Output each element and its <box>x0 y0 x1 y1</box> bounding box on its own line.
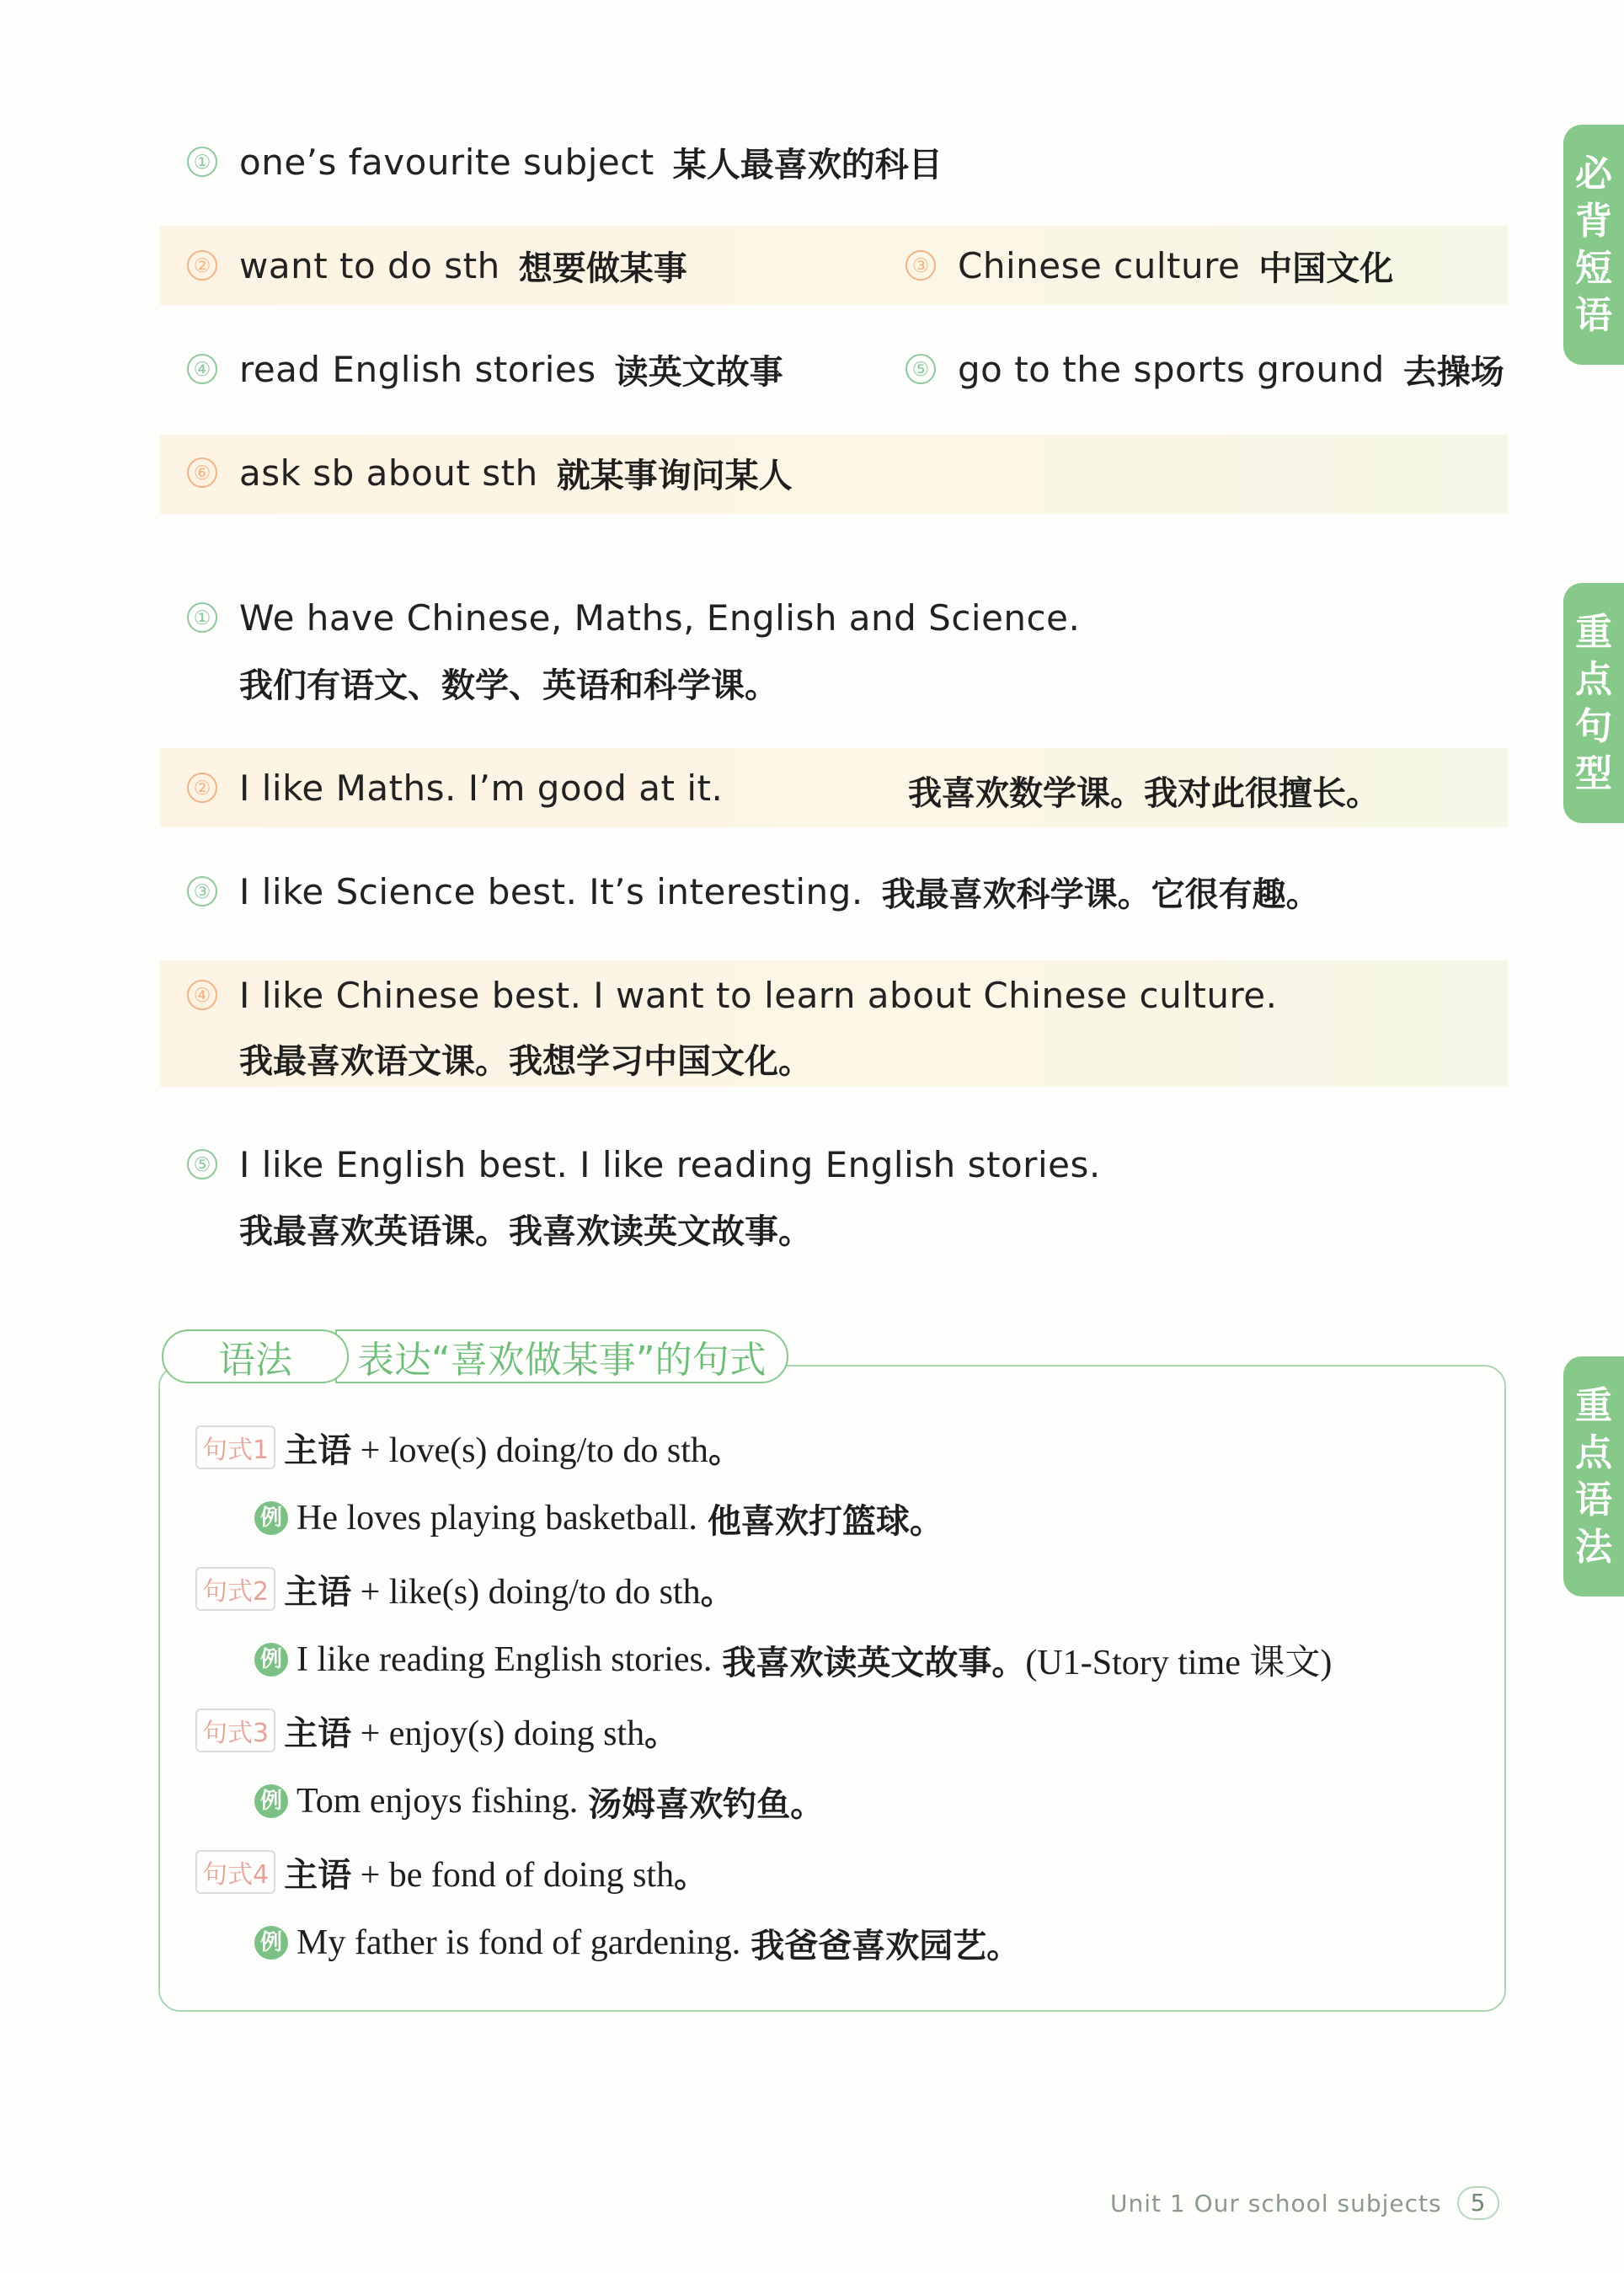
sentence-en: I like Chinese best. I want to learn about Chinese culture. <box>239 974 1278 1016</box>
example-icon: 例 <box>254 1643 288 1677</box>
number-badge: ⑥ <box>187 457 217 488</box>
tab-char: 句 <box>1575 704 1612 748</box>
grammar-pattern <box>195 1424 742 1471</box>
sentence-en: We have Chinese, Maths, English and Science. <box>239 596 1081 639</box>
number-badge: ② <box>187 250 217 281</box>
sentence-item <box>187 1139 1101 1190</box>
formula-end: 。 <box>674 1855 708 1895</box>
example-zh: 我喜欢读英文故事。 <box>722 1643 1026 1682</box>
sentence-zh: 我最喜欢语文课。我想学习中国文化。 <box>239 1042 812 1081</box>
subject-word: 主语 <box>284 1572 352 1612</box>
tab-char: 短 <box>1575 246 1612 290</box>
sentence-item <box>187 970 1278 1020</box>
example-icon: 例 <box>254 1926 288 1960</box>
phrase-zh: 想要做某事 <box>518 249 687 288</box>
phrase-zh: 去操场 <box>1402 352 1504 392</box>
example-zh: 他喜欢打篮球。 <box>707 1501 943 1541</box>
subject-word: 主语 <box>284 1855 352 1895</box>
number-badge: ⑤ <box>905 354 936 384</box>
tab-char: 必 <box>1575 152 1612 195</box>
number-badge: ② <box>187 773 217 803</box>
formula-text: + enjoy(s) doing sth <box>351 1714 645 1753</box>
phrase-en: Chinese culture <box>958 244 1241 286</box>
grammar-pattern <box>195 1848 708 1896</box>
number-badge: ③ <box>187 876 217 907</box>
example-en: I like reading English stories. <box>296 1640 713 1679</box>
tab-grammar <box>1563 1356 1624 1596</box>
sentence-item <box>187 592 1080 643</box>
phrase-en: read English stories <box>239 348 596 390</box>
grammar-title: 表达“喜欢做某事”的句式 <box>335 1329 788 1383</box>
formula-text: + be fond of doing sth <box>351 1855 675 1895</box>
example-en: He loves playing basketball. <box>296 1499 697 1538</box>
phrase-zh: 中国文化 <box>1258 249 1394 288</box>
number-badge: ① <box>187 602 217 633</box>
sentence-zh: 我最喜欢英语课。我喜欢读英文故事。 <box>239 1212 812 1251</box>
phrase-en: go to the sports ground <box>958 348 1385 390</box>
grammar-label: 语法 <box>162 1329 349 1383</box>
sentence-item <box>187 762 723 813</box>
tab-sentences <box>1563 583 1624 823</box>
phrase-item <box>187 136 943 187</box>
grammar-example <box>254 1778 824 1825</box>
tab-char: 重 <box>1575 1383 1612 1427</box>
number-badge: ④ <box>187 354 217 384</box>
unit-title: Unit 1 Our school subjects <box>1110 2189 1442 2217</box>
pattern-label: 句式3 <box>195 1709 275 1752</box>
tab-char: 点 <box>1575 1431 1612 1474</box>
subject-word: 主语 <box>284 1431 352 1470</box>
phrase-zh: 读英文故事 <box>614 352 783 392</box>
sentence-en: I like Maths. I’m good at it. <box>239 767 724 809</box>
phrase-zh: 某人最喜欢的科目 <box>672 145 943 185</box>
number-badge: ③ <box>905 250 936 281</box>
formula-end: 。 <box>708 1431 742 1470</box>
sentence-en: I like Science best. It’s interesting. <box>239 870 863 912</box>
tab-char: 法 <box>1575 1525 1612 1569</box>
number-badge: ⑤ <box>187 1149 217 1179</box>
tab-char: 型 <box>1575 751 1612 795</box>
pattern-formula <box>284 1848 708 1896</box>
phrase-en: one’s favourite subject <box>239 141 654 183</box>
phrase-item <box>905 344 1504 394</box>
pattern-label: 句式4 <box>195 1850 275 1894</box>
page-number: 5 <box>1457 2186 1499 2220</box>
sentence-zh: 我们有语文、数学、英语和科学课。 <box>239 666 778 705</box>
phrase-item <box>187 240 687 291</box>
tab-char: 语 <box>1575 293 1612 337</box>
sentence-item <box>187 866 1320 917</box>
sentence-zh: 我最喜欢科学课。它很有趣。 <box>881 874 1320 914</box>
grammar-example <box>254 1636 1332 1683</box>
pattern-formula <box>284 1707 678 1755</box>
page-footer <box>1110 2186 1499 2220</box>
phrase-zh: 就某事询问某人 <box>556 456 793 495</box>
tab-char: 点 <box>1575 657 1612 701</box>
example-icon: 例 <box>254 1501 288 1535</box>
number-badge: ④ <box>187 980 217 1010</box>
tab-phrases <box>1563 125 1624 365</box>
subject-word: 主语 <box>284 1714 352 1753</box>
phrase-en: ask sb about sth <box>239 452 538 494</box>
number-badge: ① <box>187 147 217 177</box>
example-en: My father is fond of gardening. <box>296 1923 741 1962</box>
tab-char: 背 <box>1575 199 1612 243</box>
grammar-example <box>254 1919 1020 1966</box>
sentence-en: I like English best. I like reading English stories. <box>239 1143 1101 1185</box>
grammar-example <box>254 1495 943 1542</box>
pattern-label: 句式2 <box>195 1567 275 1611</box>
formula-text: + love(s) doing/to do sth <box>351 1431 708 1470</box>
phrase-item <box>905 240 1393 291</box>
example-en: Tom enjoys fishing. <box>296 1782 579 1821</box>
example-zh: 汤姆喜欢钓鱼。 <box>588 1784 825 1824</box>
formula-end: 。 <box>700 1572 735 1612</box>
formula-text: + like(s) doing/to do sth <box>351 1572 701 1612</box>
example-zh: 我爸爸喜欢园艺。 <box>751 1926 1021 1965</box>
formula-end: 。 <box>644 1714 679 1753</box>
phrase-item <box>187 344 783 394</box>
pattern-formula <box>284 1565 735 1613</box>
pattern-formula <box>284 1424 742 1472</box>
phrase-item <box>187 447 793 498</box>
grammar-pattern <box>195 1565 735 1612</box>
example-icon: 例 <box>254 1784 288 1818</box>
example-note: (U1-Story time 课文) <box>1025 1644 1333 1682</box>
phrase-en: want to do sth <box>239 244 500 286</box>
tab-char: 语 <box>1575 1478 1612 1522</box>
pattern-label: 句式1 <box>195 1425 275 1469</box>
tab-char: 重 <box>1575 610 1612 654</box>
sentence-zh: 我喜欢数学课。我对此很擅长。 <box>908 774 1380 813</box>
grammar-pattern <box>195 1707 678 1754</box>
